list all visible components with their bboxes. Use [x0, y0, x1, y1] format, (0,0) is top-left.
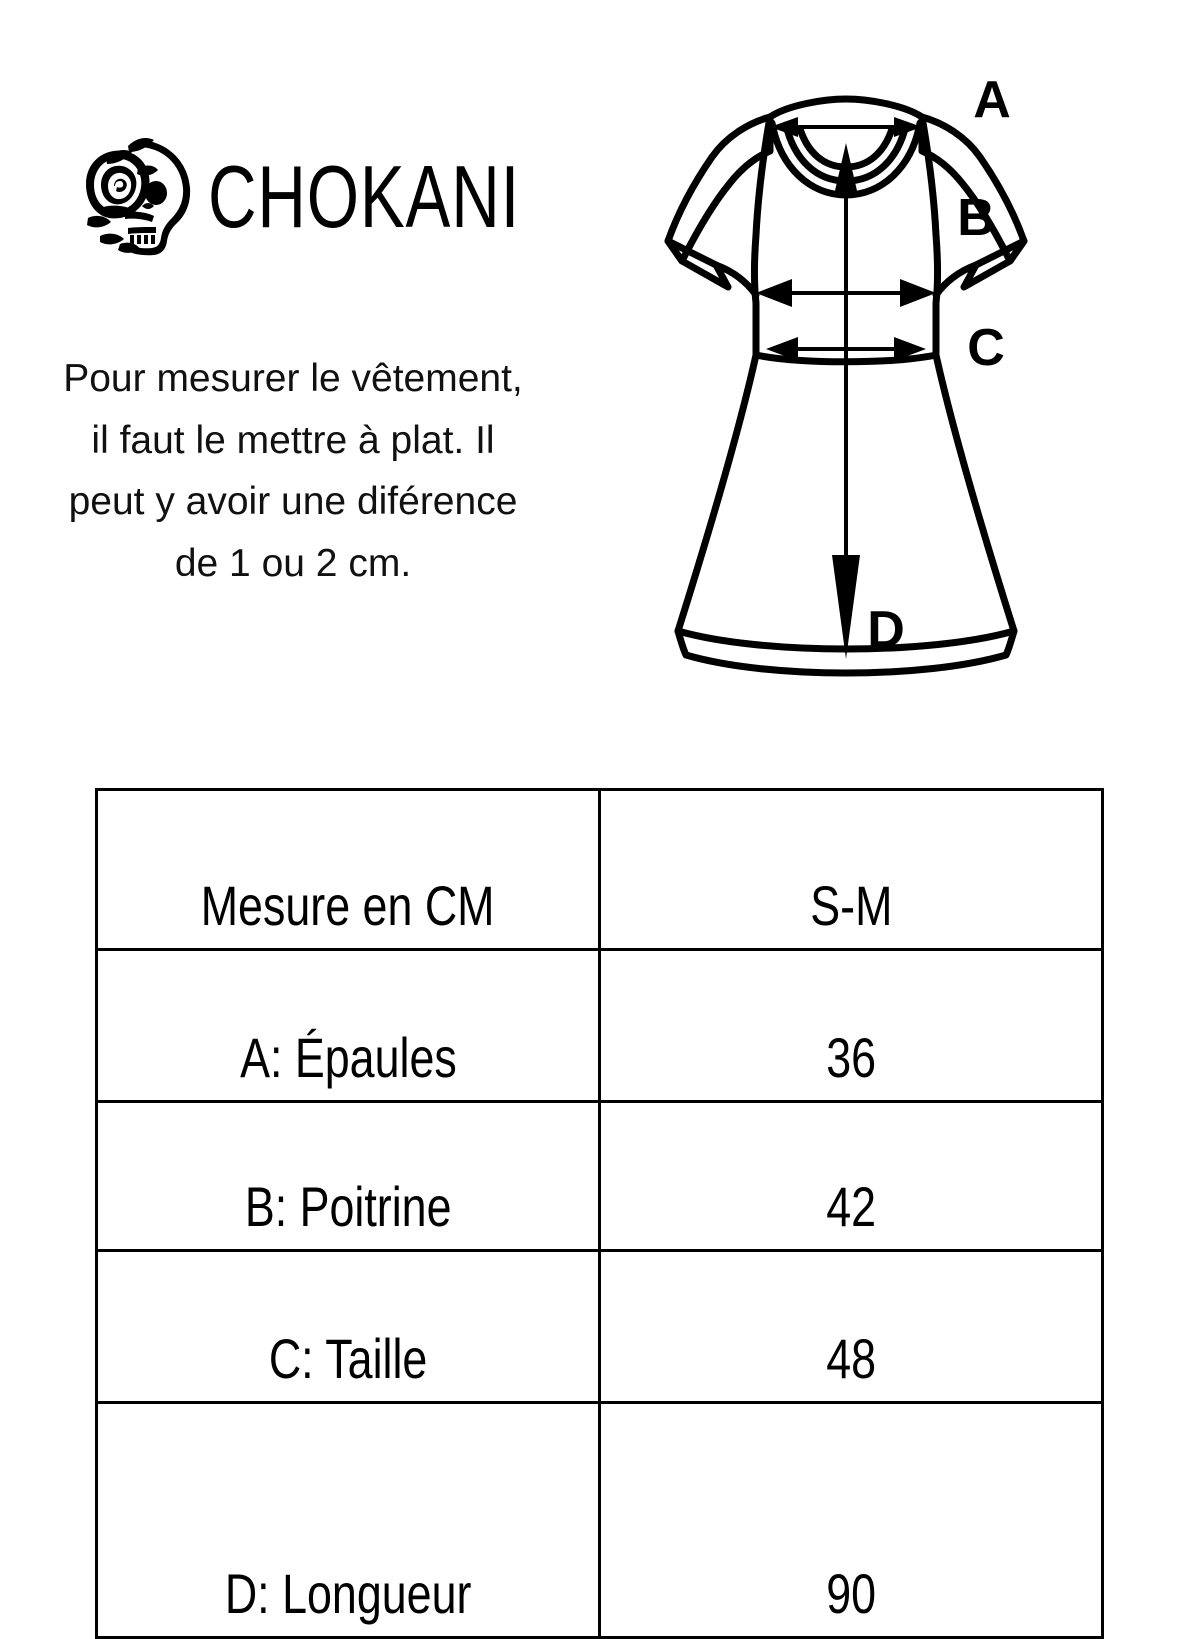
diagram-label-b: B — [957, 189, 995, 247]
table-row — [97, 950, 1103, 1102]
column-header-size: S-M — [600, 790, 1103, 950]
row-label-length: D: Longueur — [97, 1403, 600, 1638]
row-value-length: 90 — [600, 1403, 1103, 1638]
size-table-container — [95, 788, 1101, 1639]
row-label-chest: B: Poitrine — [97, 1102, 600, 1251]
skull-with-rose-icon — [70, 132, 202, 264]
short-sleeve-dress-outline-icon — [620, 55, 1080, 705]
column-header-measure: Mesure en CM — [97, 790, 600, 950]
table-row — [97, 1403, 1103, 1638]
table-header-row — [97, 790, 1103, 950]
measuring-instructions: Pour mesurer le vêtement, il faut le mettre à plat. Il peut y avoir une diférence de 1 ou 2 cm. — [63, 357, 523, 585]
diagram-label-c: C — [967, 319, 1005, 377]
row-label-waist: C: Taille — [97, 1251, 600, 1403]
row-label-shoulders: A: Épaules — [97, 950, 600, 1102]
row-value-chest: 42 — [600, 1102, 1103, 1251]
brand-logo — [70, 118, 521, 278]
table-row — [97, 1251, 1103, 1403]
row-value-waist: 48 — [600, 1251, 1103, 1403]
row-value-shoulders: 36 — [600, 950, 1103, 1102]
garment-measurement-diagram — [620, 55, 1080, 705]
size-measurement-table — [95, 788, 1104, 1639]
diagram-label-a: A — [973, 71, 1011, 129]
diagram-label-d: D — [867, 601, 905, 659]
table-row — [97, 1102, 1103, 1251]
brand-wordmark: CHOKANI — [208, 148, 521, 247]
